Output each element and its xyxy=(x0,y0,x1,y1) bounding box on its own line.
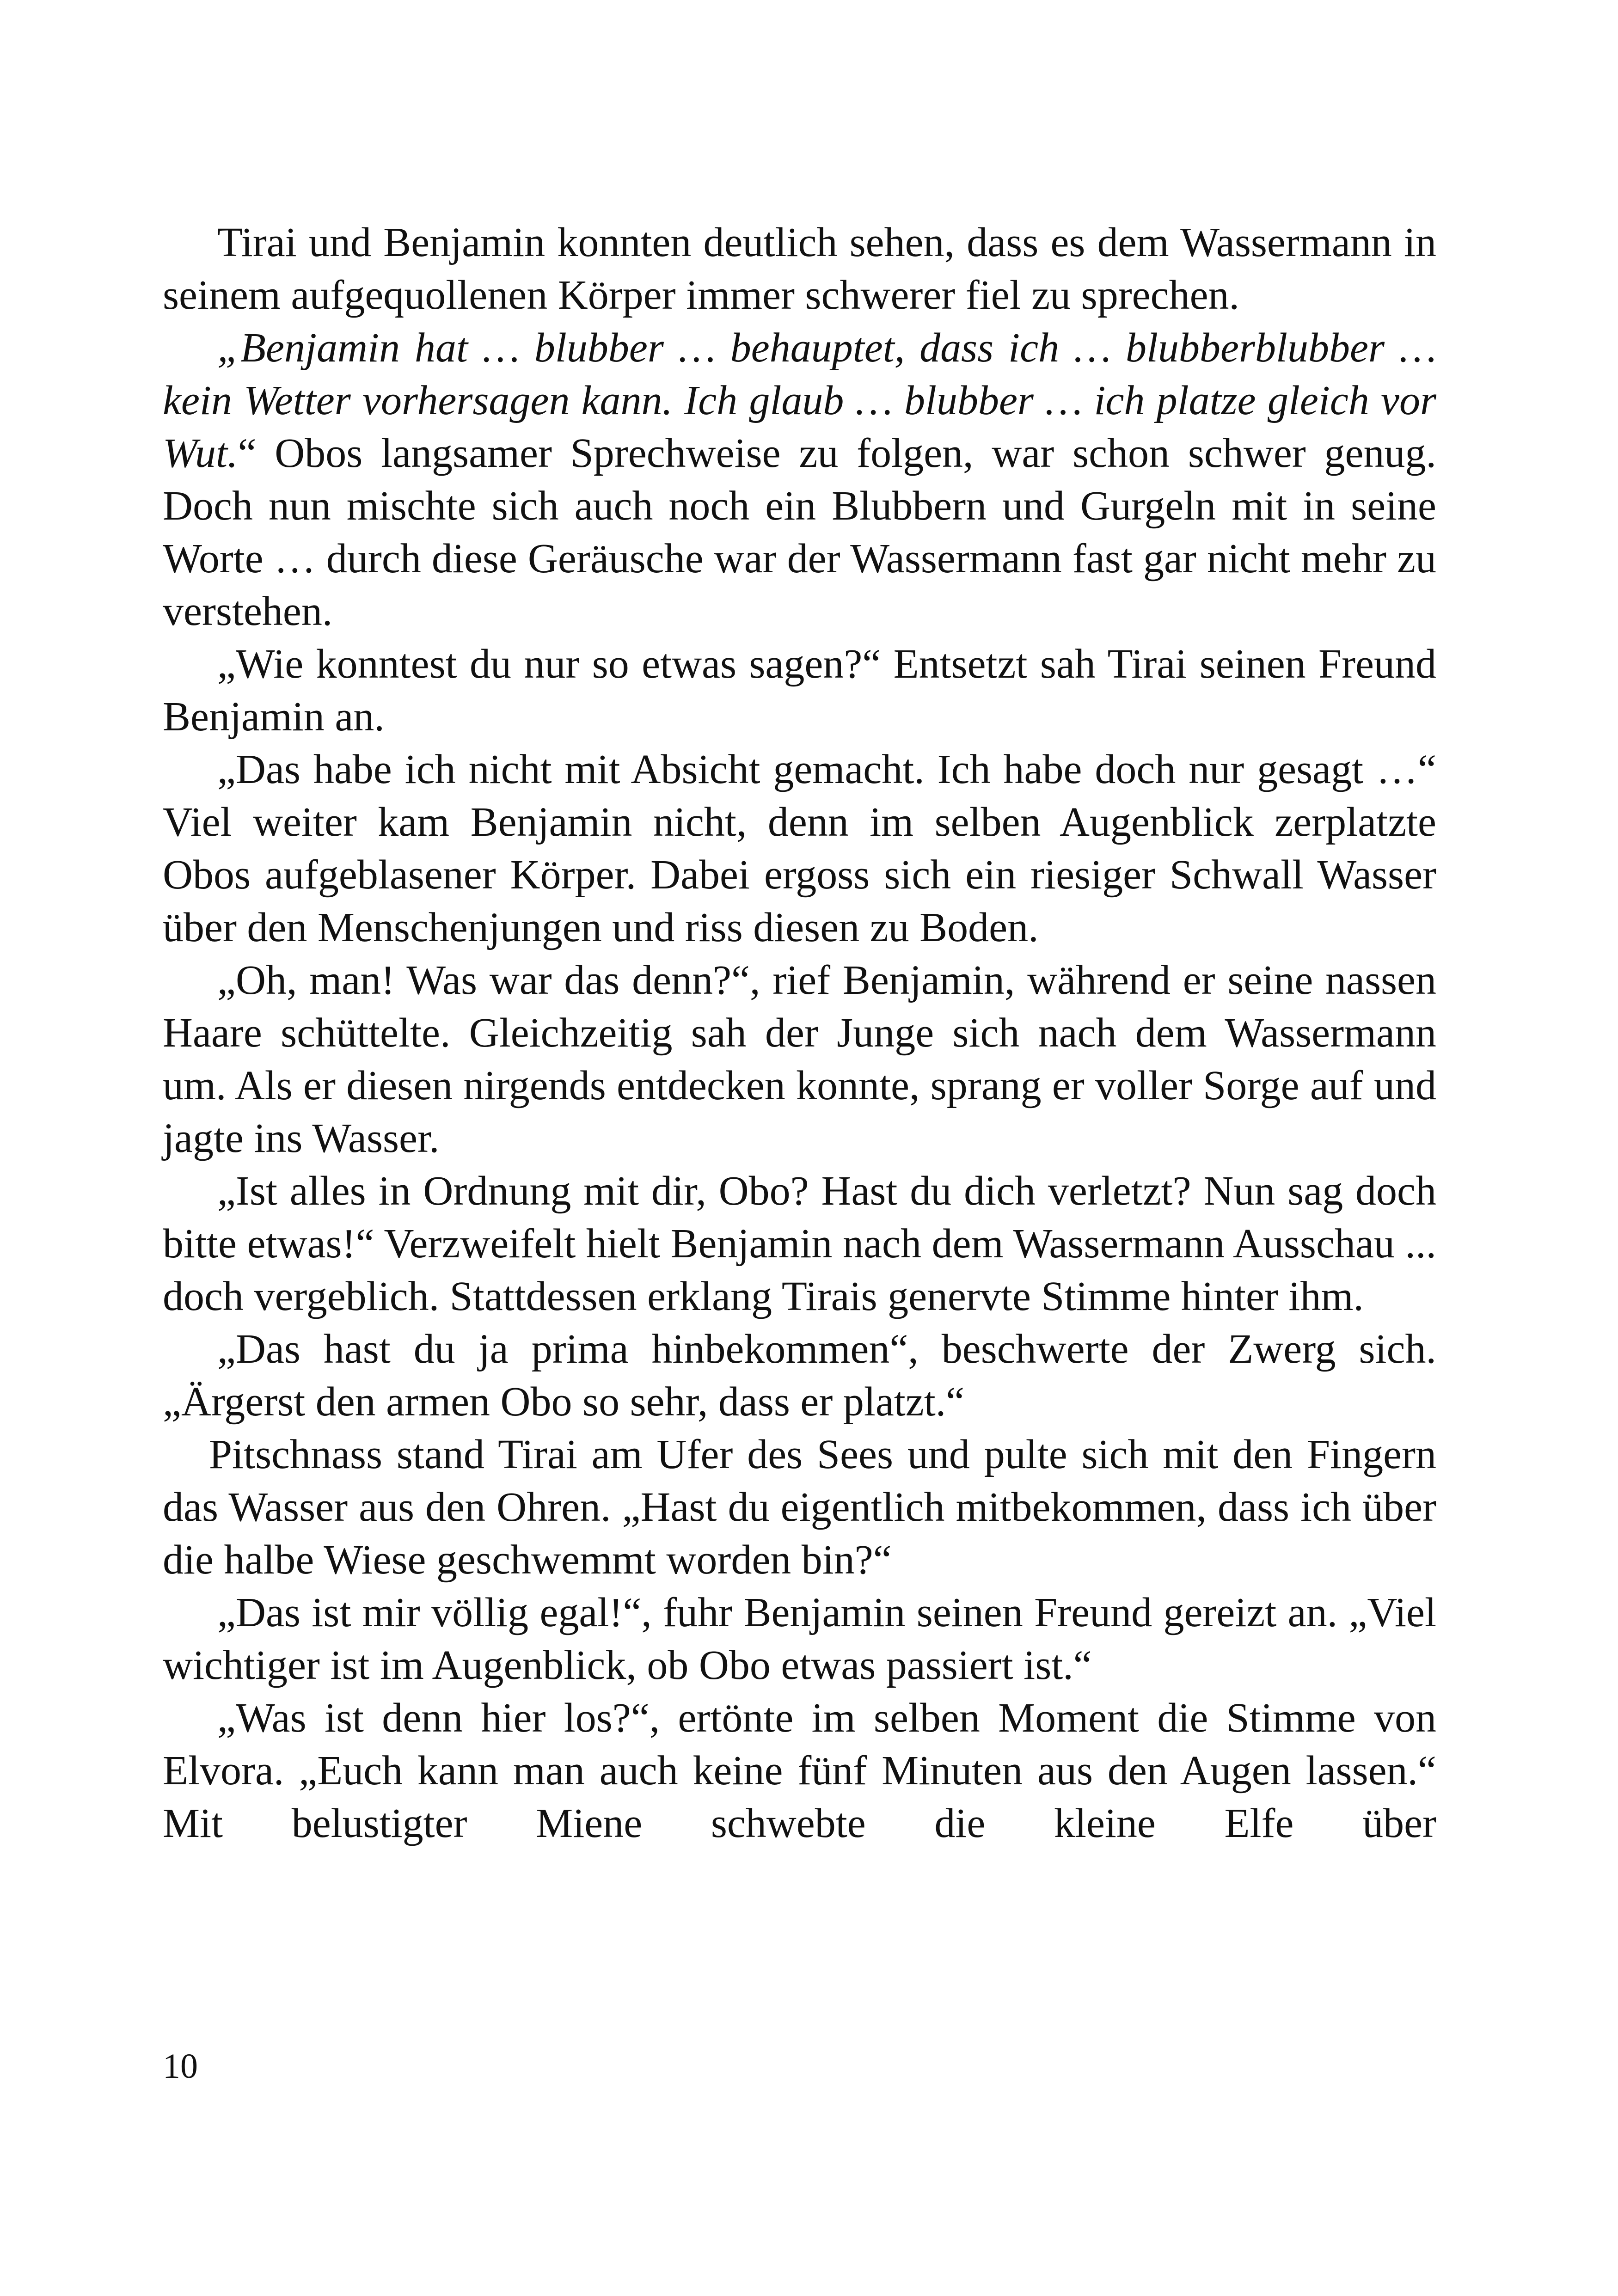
body-text xyxy=(163,216,1436,1850)
paragraph-text: „Das habe ich nicht mit Absicht gemacht. Ich habe doch nur gesagt …“ Viel weiter kam Benjamin nicht, denn im selben Augenblick zerplatzte Obos aufgeblasener Körper. Dabei ergoss sich ein riesiger Schwall Wasser über den Menschenjungen und riss diesen zu Boden. xyxy=(163,747,1436,950)
paragraph-text: „Das ist mir völlig egal!“, fuhr Benjamin seinen Freund gereizt an. „Viel wichtiger ist im Augenblick, ob Obo etwas passiert ist.“ xyxy=(163,1590,1436,1688)
paragraph-italic-speech: „Benjamin hat … blubber … behauptet, dass ich … blubberblubber … kein Wetter vorhersagen kann. Ich glaub … blubber … ich platze gleich vor Wut. xyxy=(163,325,1436,476)
paragraph-text: Tirai und Benjamin konnten deutlich sehen, dass es dem Wassermann in seinem aufgequollenen Körper immer schwerer fiel zu sprechen. xyxy=(163,220,1436,318)
paragraph-text: Pitschnass stand Tirai am Ufer des Sees und pulte sich mit den Fingern das Wasser aus den Ohren. „Hast du eigentlich mitbekommen, dass ich über die halbe Wiese geschwemmt worden bin?“ xyxy=(163,1432,1436,1583)
page-number: 10 xyxy=(163,2047,198,2086)
paragraph-text: „Oh, man! Was war das denn?“, rief Benjamin, während er seine nassen Haare schüttelte. Gleichzeitig sah der Junge sich nach dem Wassermann um. Als er diesen nirgends entdecken konnte, sprang er voller Sorge auf und jagte ins Wasser. xyxy=(163,957,1436,1161)
paragraph-text: „Was ist denn hier los?“, ertönte im selben Moment die Stimme von Elvora. „Euch kann man auch keine fünf Minuten aus den Augen lassen.“ Mit belustigter Miene schwebte die kleine Elfe über xyxy=(163,1695,1436,1846)
paragraph-5 xyxy=(163,954,1436,1165)
paragraph-3 xyxy=(163,638,1436,743)
paragraph-10 xyxy=(163,1692,1436,1850)
paragraph-4 xyxy=(163,743,1436,954)
paragraph-8 xyxy=(163,1428,1436,1586)
paragraph-2 xyxy=(163,322,1436,638)
paragraph-text: “ Obos langsamer Sprechweise zu folgen, war schon schwer genug. Doch nun mischte sich auch noch ein Blubbern und Gurgeln mit in seine Worte … durch diese Geräusche war der Wassermann fast gar nicht mehr zu verstehen. xyxy=(163,430,1436,634)
paragraph-text: „Ist alles in Ordnung mit dir, Obo? Hast du dich verletzt? Nun sag doch bitte etwas!“ Verzweifelt hielt Benjamin nach dem Wassermann Ausschau ... doch vergeblich. Stattdessen erklang Tirais genervte Stimme hinter ihm. xyxy=(163,1168,1436,1319)
paragraph-9 xyxy=(163,1586,1436,1692)
paragraph-6 xyxy=(163,1165,1436,1323)
paragraph-text: „Das hast du ja prima hinbekommen“, beschwerte der Zwerg sich. „Ärgerst den armen Obo so sehr, dass er platzt.“ xyxy=(163,1326,1436,1425)
paragraph-7 xyxy=(163,1323,1436,1428)
paragraph-1 xyxy=(163,216,1436,322)
paragraph-text: „Wie konntest du nur so etwas sagen?“ Entsetzt sah Tirai seinen Freund Benjamin an. xyxy=(163,641,1436,740)
